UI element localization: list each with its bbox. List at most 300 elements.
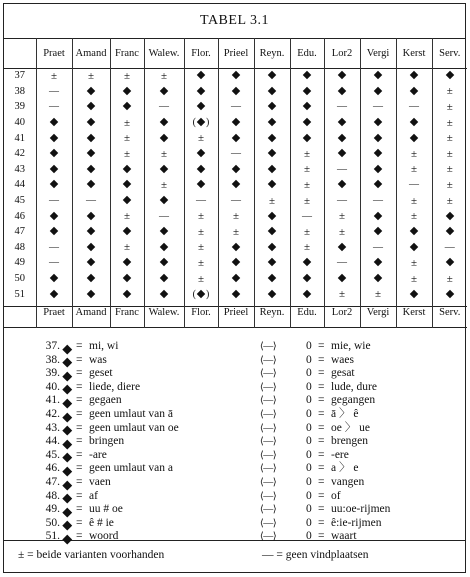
diamond-icon [50, 211, 58, 219]
diamond-icon [63, 371, 72, 380]
table-cell [360, 208, 396, 224]
table-cell: — [36, 255, 72, 271]
row-number: 44 [4, 177, 36, 193]
diamond-icon [87, 243, 95, 251]
diamond-icon [338, 87, 346, 95]
legend-equals: = [318, 448, 325, 461]
table-cell [396, 224, 432, 240]
legend-equals: = [76, 367, 83, 380]
table-cell [184, 99, 218, 115]
header-col-12: Serv. [439, 47, 461, 59]
table-cell [72, 255, 110, 271]
legend-opposition: ⟨—⟩ [259, 504, 277, 516]
table-cell: — [144, 208, 184, 224]
legend-row [4, 490, 465, 504]
diamond-icon [197, 71, 205, 79]
table-cell [324, 115, 360, 131]
legend-row [4, 394, 465, 408]
table-cell: ± [446, 178, 453, 191]
table-row [4, 68, 467, 84]
legend-opposition: ⟨—⟩ [259, 436, 277, 448]
table-cell: ± [184, 240, 218, 256]
table-cell: ± [446, 194, 453, 207]
diamond-icon [338, 71, 346, 79]
diamond-icon [374, 227, 382, 235]
uncertain-mark: ( ) [192, 288, 210, 300]
table-cell: ± [324, 286, 360, 306]
table-cell [72, 130, 110, 146]
footer-header-col-2: Amand [72, 297, 110, 328]
diamond-icon [232, 258, 240, 266]
table-cell: ± [110, 115, 144, 131]
table-cell [144, 255, 184, 271]
table-row [4, 240, 467, 256]
table-cell [218, 162, 254, 178]
table-cell: — [72, 193, 110, 209]
legend-number: 49. [45, 503, 60, 516]
table-row [4, 115, 467, 131]
table-cell: — [290, 208, 324, 224]
footer-header-col-11: Kerst [396, 297, 432, 328]
table-cell: ± [446, 100, 453, 113]
table-cell: ± [184, 130, 218, 146]
diamond-icon [50, 180, 58, 188]
diamond-icon [446, 258, 454, 266]
legend-opposition: ⟨—⟩ [259, 477, 277, 488]
table-cell [72, 271, 110, 287]
table-cell [324, 84, 360, 100]
diamond-icon [268, 243, 276, 251]
legend-zero: 0 [306, 380, 312, 393]
diamond-icon [63, 439, 72, 448]
diamond-icon [160, 87, 168, 95]
legend-equals: = [318, 476, 325, 488]
table-cell [324, 146, 360, 162]
legend-zero: 0 [306, 503, 312, 516]
legend-variant-present: mi, wi [89, 340, 119, 352]
legend-opposition: ⟨—⟩ [259, 368, 277, 380]
diamond-icon [87, 211, 95, 219]
diamond-icon [303, 133, 311, 141]
table-cell [254, 162, 290, 178]
legend-row [4, 517, 465, 531]
legend-variant-absent: -ere [331, 448, 349, 461]
legend-opposition: ⟨—⟩ [259, 517, 277, 529]
row-number: 39 [4, 99, 36, 115]
table-cell [254, 224, 290, 240]
table-cell [36, 177, 72, 193]
table-cell [254, 99, 290, 115]
table-row [4, 84, 467, 100]
legend-number: 50. [45, 516, 60, 529]
table-cell: ± [446, 163, 453, 176]
table-cell: — [218, 99, 254, 115]
legend-variant-present: geen umlaut van ā [89, 408, 173, 420]
table-title: TABEL 3.1 [4, 4, 465, 39]
table-cell: ± [184, 271, 218, 287]
legend-opposition: ⟨—⟩ [259, 395, 277, 407]
table-cell [144, 240, 184, 256]
legend-variant-absent: of [331, 489, 341, 502]
footer-header-col-3: Franc [110, 297, 144, 328]
diamond-icon [303, 102, 311, 110]
legend-variant-present: af [89, 489, 98, 502]
table-cell [432, 255, 467, 271]
legend-zero: 0 [306, 530, 312, 543]
footer-header-col-7: Reyn. [254, 297, 290, 328]
table-cell [360, 255, 396, 271]
table-cell [360, 68, 396, 84]
row-number: 50 [4, 271, 36, 287]
legend-variant-present: woord [89, 530, 119, 543]
diamond-icon [410, 71, 418, 79]
diamond-icon [232, 87, 240, 95]
table-cell: ± [396, 146, 432, 162]
table-cell: ± [290, 240, 324, 256]
table-cell: ± [72, 68, 110, 84]
diamond-icon [338, 180, 346, 188]
legend-variant-present: geen umlaut van oe [89, 421, 179, 434]
legend-equals: = [318, 489, 325, 502]
diamond-icon [374, 274, 382, 282]
legend-equals: = [76, 516, 83, 529]
table-cell [110, 193, 144, 209]
diamond-icon [232, 165, 240, 173]
table-cell [290, 130, 324, 146]
diamond-icon [87, 227, 95, 235]
diamond-icon [197, 165, 205, 173]
table-cell: — [36, 193, 72, 209]
header-col-4: Walew. [144, 38, 184, 69]
diamond-icon [446, 71, 454, 79]
table-cell [324, 271, 360, 287]
row-number: 38 [4, 84, 36, 100]
table-cell [254, 208, 290, 224]
row-number: 40 [4, 115, 36, 131]
diamond-icon [123, 227, 131, 235]
row-number: 46 [4, 208, 36, 224]
table-cell: — [360, 99, 396, 115]
legend-row [4, 354, 465, 368]
table-cell: ± [144, 177, 184, 193]
diamond-icon [374, 87, 382, 95]
legend-number: 38. [45, 353, 60, 366]
table-cell [72, 162, 110, 178]
table-cell [36, 271, 72, 287]
diamond-icon [50, 274, 58, 282]
table-row [4, 177, 467, 193]
legend-number: 45. [45, 448, 60, 461]
table-cell: ± [446, 85, 453, 98]
legend-equals: = [318, 408, 325, 420]
diamond-icon [160, 274, 168, 282]
table-cell: — [324, 255, 360, 271]
diamond-icon [87, 133, 95, 141]
legend-row [4, 367, 465, 381]
table-row [4, 193, 467, 209]
legend-number: 40. [45, 380, 60, 393]
diamond-icon [197, 149, 205, 157]
table-cell [432, 208, 467, 224]
diamond-icon [374, 211, 382, 219]
legend-zero: 0 [306, 462, 312, 475]
legend-zero: 0 [306, 408, 312, 420]
table-cell [254, 68, 290, 84]
table-cell: ± [396, 162, 432, 178]
table-cell [396, 115, 432, 131]
table-cell: ± [360, 286, 396, 306]
legend-zero: 0 [306, 489, 312, 502]
legend-equals: = [76, 489, 83, 502]
legend-equals: = [318, 503, 325, 516]
diamond-icon [123, 258, 131, 266]
diamond-icon [303, 87, 311, 95]
legend-opposition: ⟨—⟩ [259, 463, 277, 475]
table-cell [110, 84, 144, 100]
legend-equals: = [318, 530, 325, 543]
table-cell: — [218, 146, 254, 162]
table-cell: ± [36, 68, 72, 84]
legend-opposition: ⟨—⟩ [259, 531, 277, 543]
diamond-icon [50, 227, 58, 235]
diamond-icon [268, 165, 276, 173]
table-cell: — [360, 240, 396, 256]
diamond-icon [63, 358, 72, 367]
table-cell [360, 224, 396, 240]
legend-opposition: ⟨—⟩ [259, 490, 277, 502]
legend-variant-present: uu # oe [89, 503, 123, 516]
diamond-icon [410, 243, 418, 251]
table-cell: ± [290, 224, 324, 240]
legend-equals: = [76, 380, 83, 393]
table-cell [184, 68, 218, 84]
legend-variant-absent: uu:oe-rijmen [331, 503, 391, 516]
table-cell: ± [396, 208, 432, 224]
diamond-icon [160, 133, 168, 141]
table-cell: ± [290, 177, 324, 193]
legend-equals: = [318, 380, 325, 393]
footer-header-corner [4, 297, 36, 328]
diamond-icon [123, 165, 131, 173]
data-table [4, 68, 467, 307]
table-row [4, 130, 467, 146]
diamond-icon [303, 118, 311, 126]
legend-variant-absent: vangen [331, 476, 365, 488]
table-cell [144, 130, 184, 146]
header-col-11: Kerst [396, 38, 432, 69]
legend-number: 51. [45, 530, 60, 543]
legend-zero: 0 [306, 340, 312, 352]
table-cell [110, 271, 144, 287]
diamond-icon [268, 180, 276, 188]
header-col-2: Amand [72, 38, 110, 69]
diamond-icon [123, 274, 131, 282]
table-cell [396, 84, 432, 100]
table-frame [3, 3, 466, 573]
table-row [4, 224, 467, 240]
diamond-icon [446, 227, 454, 235]
diamond-icon [123, 102, 131, 110]
table-cell [290, 255, 324, 271]
footnote-both: ± = beide varianten voorhanden [18, 549, 165, 561]
legend-number: 46. [45, 462, 60, 475]
footer-header-col-9: Lor2 [324, 297, 360, 328]
legend-variant-present: geset [89, 367, 113, 380]
header-corner [4, 38, 36, 69]
row-number: 42 [4, 146, 36, 162]
table-cell: ± [446, 147, 453, 160]
diamond-icon [338, 133, 346, 141]
table-cell [360, 146, 396, 162]
diamond-icon [374, 71, 382, 79]
diamond-icon [160, 227, 168, 235]
table-cell: ± [184, 224, 218, 240]
footer-header-col-1: Praet [36, 297, 72, 328]
table-cell [72, 146, 110, 162]
table-cell [218, 255, 254, 271]
diamond-icon [63, 399, 72, 408]
legend-variant-absent: brengen [331, 435, 369, 448]
diamond-icon [410, 87, 418, 95]
legend-equals: = [76, 394, 83, 407]
table-cell [254, 130, 290, 146]
diamond-icon [63, 453, 72, 462]
legend-equals: = [318, 353, 325, 366]
table-cell: — [36, 99, 72, 115]
row-number: 47 [4, 224, 36, 240]
footer-header-col-6: Prieel [218, 297, 254, 328]
diamond-icon [410, 118, 418, 126]
table-cell [360, 84, 396, 100]
diamond-icon [87, 149, 95, 157]
table-cell: — [324, 193, 360, 209]
legend-row [4, 422, 465, 436]
table-row [4, 162, 467, 178]
diamond-icon [63, 480, 72, 489]
table-cell [184, 162, 218, 178]
legend-number: 41. [45, 394, 60, 407]
diamond-icon [63, 507, 72, 516]
legend-equals: = [318, 340, 325, 352]
table-row [4, 208, 467, 224]
table-cell [432, 68, 467, 84]
legend-equals: = [76, 435, 83, 448]
legend-variant-present: geen umlaut van a [89, 462, 173, 475]
table-cell [254, 146, 290, 162]
diamond-icon [87, 102, 95, 110]
diamond-icon [232, 71, 240, 79]
diamond-icon [123, 180, 131, 188]
legend-variant-absent: waes [331, 353, 354, 366]
legend-variant-absent: ê:ie-rijmen [331, 516, 382, 529]
table-cell: ± [184, 255, 218, 271]
diamond-icon [197, 118, 205, 126]
diamond-icon [268, 133, 276, 141]
diamond-icon [87, 165, 95, 173]
table-cell: — [324, 99, 360, 115]
legend-equals: = [76, 462, 83, 475]
diamond-icon [374, 258, 382, 266]
header-col-5: Flor. [184, 38, 218, 69]
diamond-icon [197, 102, 205, 110]
legend-equals: = [76, 408, 83, 420]
diamond-icon [338, 243, 346, 251]
uncertain-mark: ( ) [192, 117, 210, 129]
row-number: 43 [4, 162, 36, 178]
table-cell: ± [110, 68, 144, 84]
table-cell [36, 208, 72, 224]
column-header-top [4, 38, 467, 69]
legend-number: 48. [45, 489, 60, 502]
header-col-1: Praet [36, 38, 72, 69]
table-cell [36, 162, 72, 178]
diamond-icon [268, 118, 276, 126]
table-cell: ± [446, 132, 453, 145]
legend-row [4, 340, 465, 354]
table-cell: ± [144, 68, 184, 84]
legend-variant-absent: waart [331, 530, 357, 543]
legend-variant-present: -are [89, 448, 107, 461]
table-row [4, 146, 467, 162]
table-row [4, 255, 467, 271]
table-cell [396, 130, 432, 146]
legend-equals: = [76, 448, 83, 461]
legend-number: 44. [45, 435, 60, 448]
legend-zero: 0 [306, 476, 312, 488]
legend-opposition: ⟨—⟩ [259, 381, 277, 393]
legend-variant-present: bringen [89, 435, 125, 448]
table-cell: ± [446, 116, 453, 129]
legend-opposition: ⟨—⟩ [259, 409, 277, 420]
table-cell: ± [110, 146, 144, 162]
header-col-8: Edu. [290, 38, 324, 69]
table-cell: ± [110, 130, 144, 146]
diamond-icon [410, 133, 418, 141]
legend-opposition: ⟨—⟩ [259, 422, 277, 434]
table-cell: ± [218, 224, 254, 240]
table-cell [432, 224, 467, 240]
diamond-icon [160, 118, 168, 126]
table-cell [396, 240, 432, 256]
diamond-icon [268, 274, 276, 282]
diamond-icon [63, 467, 72, 476]
legend-row [4, 449, 465, 463]
table-cell [72, 99, 110, 115]
table-cell: — [444, 241, 455, 253]
table-cell [110, 99, 144, 115]
table-cell [324, 177, 360, 193]
diamond-icon [268, 87, 276, 95]
legend-zero: 0 [306, 394, 312, 407]
table-cell [184, 177, 218, 193]
diamond-icon [87, 258, 95, 266]
table-cell [218, 115, 254, 131]
table-cell [218, 130, 254, 146]
table-cell: ± [290, 162, 324, 178]
table-cell [184, 146, 218, 162]
table-cell [218, 271, 254, 287]
table-cell [360, 271, 396, 287]
diamond-icon [50, 165, 58, 173]
row-number: 45 [4, 193, 36, 209]
header-col-9: Lor2 [324, 38, 360, 69]
footer-header-col-5: Flor. [184, 297, 218, 328]
header-col-7: Reyn. [254, 38, 290, 69]
legend-row [4, 476, 465, 490]
legend-equals: = [318, 435, 325, 448]
table-cell [360, 177, 396, 193]
diamond-icon [50, 118, 58, 126]
